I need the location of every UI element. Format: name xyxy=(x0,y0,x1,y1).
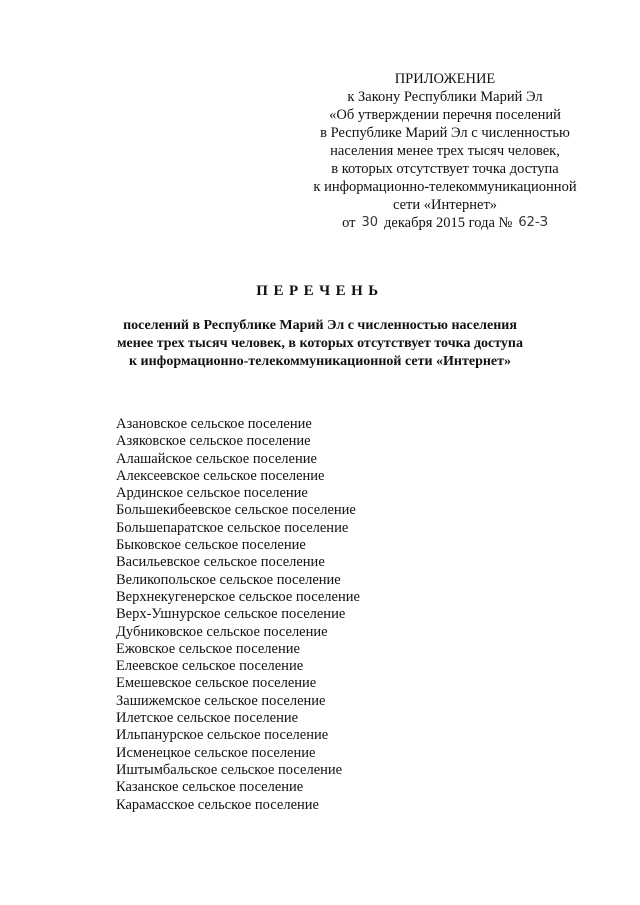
list-item: Дубниковское сельское поселение xyxy=(116,623,328,640)
date-prefix: от xyxy=(342,215,356,231)
appendix-line: к Закону Республики Марий Эл xyxy=(347,89,543,105)
appendix-line: населения менее трех тысяч человек, xyxy=(330,143,560,159)
appendix-line: «Об утверждении перечня поселений xyxy=(329,107,561,123)
appendix-line: в которых отсутствует точка доступа xyxy=(331,161,559,177)
list-item: Азяковское сельское поселение xyxy=(116,433,311,450)
list-item: Ильпанурское сельское поселение xyxy=(116,727,329,744)
date-rest: декабря 2015 года № xyxy=(384,215,513,231)
list-item: Алашайское сельское поселение xyxy=(116,450,317,467)
settlement-list xyxy=(116,416,360,814)
list-item: Быковское сельское поселение xyxy=(116,537,306,554)
subtitle-line: менее трех тысяч человек, в которых отсутствует точка доступа xyxy=(116,336,524,351)
document-subtitle xyxy=(60,317,580,371)
list-item: Алексеевское сельское поселение xyxy=(116,467,325,484)
date-day: 30 xyxy=(361,215,379,230)
appendix-line: в Республике Марий Эл с численностью xyxy=(320,125,570,141)
list-item: Большепаратское сельское поселение xyxy=(116,519,349,536)
list-item: Большекибеевское сельское поселение xyxy=(116,502,356,519)
law-number: 62-З xyxy=(518,215,548,230)
list-item: Иштымбальское сельское поселение xyxy=(116,761,343,778)
list-item: Ежовское сельское поселение xyxy=(116,640,300,657)
list-item: Верх-Ушнурское сельское поселение xyxy=(116,606,346,623)
list-item: Ардинское сельское поселение xyxy=(116,485,308,502)
list-item: Емешевское сельское поселение xyxy=(116,675,317,692)
list-item: Елеевское сельское поселение xyxy=(116,658,304,675)
list-item: Исменецкое сельское поселение xyxy=(116,744,316,761)
list-item: Зашижемское сельское поселение xyxy=(116,692,326,709)
subtitle-line: поселений в Республике Марий Эл с численностью населения xyxy=(123,318,517,333)
law-date-line xyxy=(300,214,590,232)
subtitle-line: к информационно-телекоммуникационной сети «Интернет» xyxy=(128,354,512,369)
list-item: Великопольское сельское поселение xyxy=(116,571,341,588)
appendix-title: ПРИЛОЖЕНИЕ xyxy=(394,71,496,87)
appendix-line: к информационно-телекоммуникационной xyxy=(313,179,577,195)
list-item: Илетское сельское поселение xyxy=(116,710,299,727)
list-item: Васильевское сельское поселение xyxy=(116,554,325,571)
document-title: ПЕРЕЧЕНЬ xyxy=(256,283,384,299)
list-item: Верхнекугенерское сельское поселение xyxy=(116,588,360,605)
list-item: Карамасское сельское поселение xyxy=(116,796,319,813)
list-item: Азановское сельское поселение xyxy=(116,416,312,432)
appendix-line: сети «Интернет» xyxy=(392,197,498,213)
list-item: Казанское сельское поселение xyxy=(116,779,304,796)
appendix-header xyxy=(300,70,590,232)
